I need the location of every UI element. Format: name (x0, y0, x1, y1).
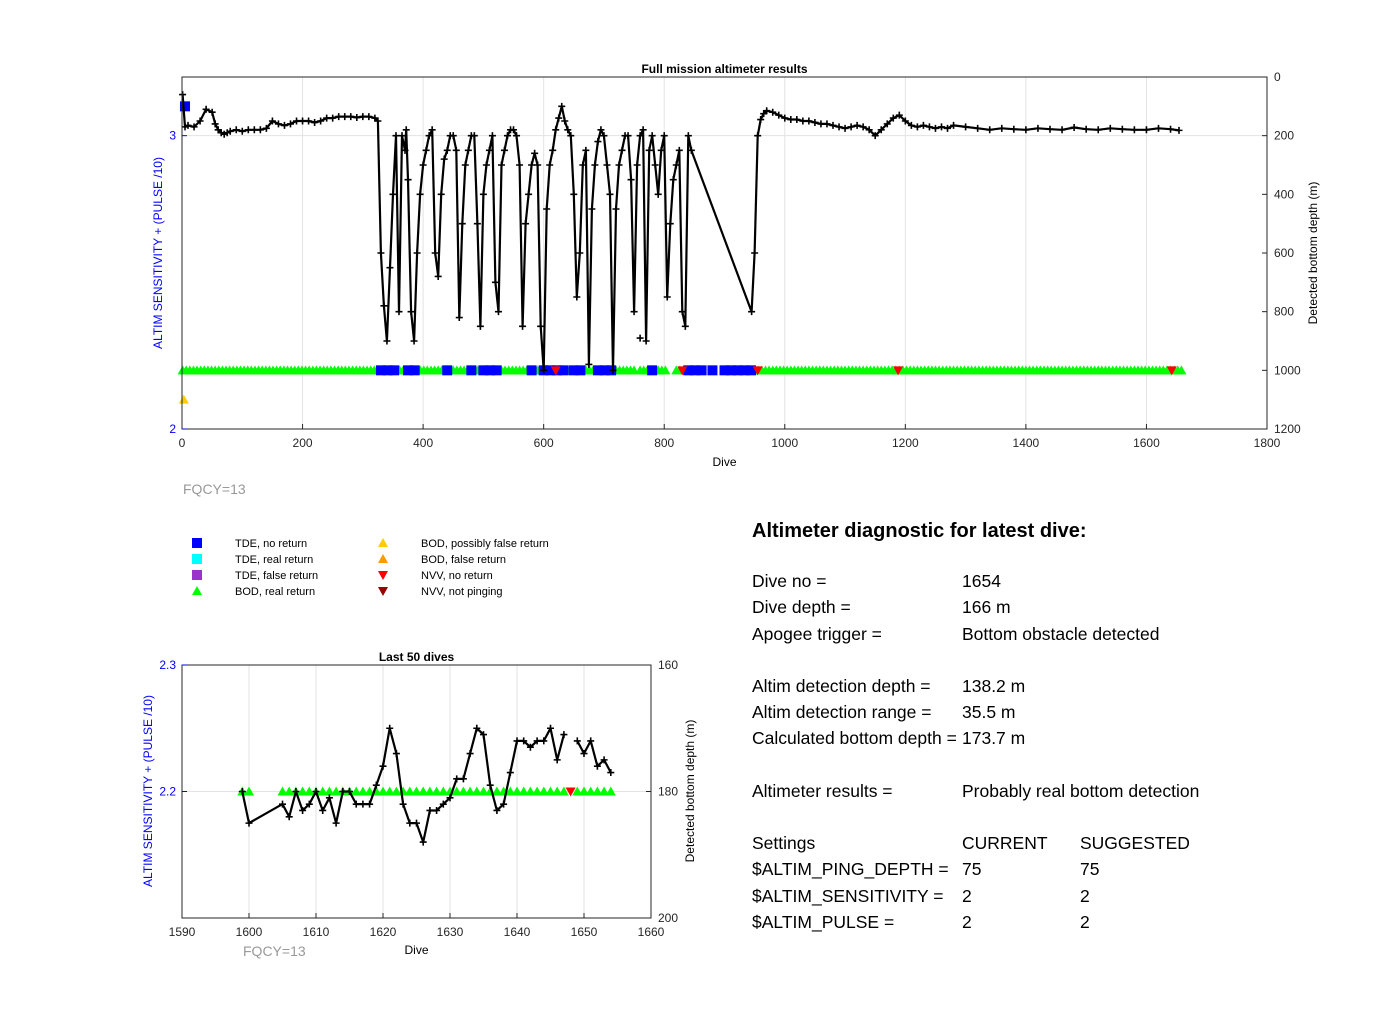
x-tick-label: 1000 (771, 436, 799, 450)
calculated-bottom-depth-label: Calculated bottom depth = (752, 728, 957, 749)
legend-label-nvv-no-return: NVV, no return (421, 570, 493, 582)
last-50-dives-chart (141, 650, 697, 959)
dive-no-value: 1654 (962, 571, 1001, 592)
current-header: CURRENT (962, 833, 1048, 854)
apogee-trigger-row (752, 621, 1352, 647)
altim-detection-range-row (752, 699, 1352, 725)
marker-tde-no-return (389, 365, 399, 375)
sensitivity-row (752, 883, 1352, 909)
altimeter-results-value: Probably real bottom detection (962, 780, 1200, 801)
apogee-trigger-value: Bottom obstacle detected (962, 623, 1160, 644)
full-mission-chart (151, 62, 1320, 497)
pulse-suggested: 2 (1080, 911, 1090, 932)
y-right-tick-label: 180 (658, 784, 679, 799)
top-chart-ylabel: ALTIM SENSITIVITY + (PULSE /10) (151, 157, 165, 349)
y-tick-label: 3 (169, 128, 176, 143)
ping-depth-current: 75 (962, 859, 982, 880)
settings-label: Settings (752, 833, 816, 854)
marker-tde-no-return (527, 365, 537, 375)
altimeter-results-row (752, 778, 1352, 804)
marker-tde-no-return (707, 365, 717, 375)
x-tick-label: 1400 (1012, 436, 1040, 450)
dive-depth-row (752, 594, 1352, 620)
legend-marker-nvv-no-return (378, 571, 388, 580)
ping-depth-suggested: 75 (1080, 859, 1100, 880)
altim-detection-range-label: Altim detection range = (752, 702, 932, 723)
altim-detection-depth-value: 138.2 m (962, 676, 1026, 696)
sensitivity-label: $ALTIM_SENSITIVITY = (752, 885, 944, 906)
x-tick-label: 1610 (302, 925, 330, 939)
fqcy-top: FQCY=13 (183, 481, 246, 497)
legend-marker-bod-possibly-false-return (378, 538, 388, 547)
legend-label-bod-false-return: BOD, false return (421, 554, 506, 566)
pulse-current: 2 (962, 911, 972, 932)
y-right-tick-label: 200 (1274, 128, 1295, 143)
ping-depth-label: $ALTIM_PING_DEPTH = (752, 859, 949, 880)
bottom-chart-xlabel: Dive (404, 943, 429, 957)
y-tick-label: 2.2 (159, 784, 176, 799)
bottom-chart-ylabel: ALTIM SENSITIVITY + (PULSE /10) (141, 695, 155, 887)
x-tick-label: 600 (533, 436, 554, 450)
altim-detection-range-value: 35.5 m (962, 702, 1016, 723)
top-chart-title: Full mission altimeter results (641, 62, 808, 76)
y-right-tick-label: 1200 (1274, 422, 1301, 436)
marker-tde-no-return (410, 365, 420, 375)
apogee-trigger-label: Apogee trigger = (752, 623, 882, 644)
legend-label-bod-real-return: BOD, real return (235, 586, 316, 598)
x-tick-label: 1660 (637, 925, 665, 939)
dive-depth-value: 166 m (962, 597, 1011, 618)
altimeter-diagnostic-panel (752, 518, 1352, 935)
x-tick-label: 400 (413, 436, 434, 450)
x-tick-label: 1800 (1253, 436, 1281, 450)
top-chart-ylabel-right: Detected bottom depth (m) (1306, 181, 1320, 325)
x-tick-label: 800 (654, 436, 675, 450)
diagnostic-title: Altimeter diagnostic for latest dive: (752, 520, 1087, 542)
legend-marker-bod-false-return (378, 554, 388, 563)
y-right-tick-label: 400 (1274, 187, 1295, 202)
legend-marker-tde-no-return (192, 538, 202, 548)
x-tick-label: 1640 (503, 925, 531, 939)
calculated-bottom-depth-row (752, 725, 1352, 751)
bottom-chart-ylabel-right: Detected bottom depth (m) (683, 719, 697, 863)
y-right-tick-label: 160 (658, 658, 679, 672)
sensitivity-suggested: 2 (1080, 885, 1090, 906)
legend (192, 538, 549, 598)
legend-label-tde-real-return: TDE, real return (235, 554, 314, 566)
dive-depth-label: Dive depth = (752, 597, 851, 618)
settings-header-row (752, 830, 1352, 856)
spacer (752, 752, 1352, 778)
marker-tde-no-return (466, 365, 476, 375)
legend-marker-tde-false-return (192, 570, 202, 580)
marker-tde-no-return (647, 365, 657, 375)
marker-tde-no-return (492, 365, 502, 375)
y-tick-label: 2 (169, 422, 176, 436)
spacer (752, 647, 1352, 673)
bottom-chart-title: Last 50 dives (378, 650, 455, 664)
legend-label-bod-possibly-false-return: BOD, possibly false return (421, 538, 549, 550)
x-tick-label: 0 (178, 436, 186, 450)
y-right-tick-label: 600 (1274, 246, 1295, 260)
y-right-tick-label: 0 (1274, 70, 1281, 84)
x-tick-label: 1630 (436, 925, 464, 939)
legend-label-tde-false-return: TDE, false return (235, 570, 319, 582)
x-tick-label: 1600 (1133, 436, 1160, 450)
legend-label-nvv-not-pinging: NVV, not pinging (421, 586, 503, 598)
y-right-tick-label: 800 (1274, 304, 1295, 319)
spacer (752, 804, 1352, 830)
x-tick-label: 200 (292, 436, 313, 450)
top-chart-xlabel: Dive (712, 455, 737, 469)
suggested-header: SUGGESTED (1080, 833, 1190, 854)
x-tick-label: 1200 (891, 436, 919, 450)
legend-marker-tde-real-return (192, 554, 202, 564)
legend-label-tde-no-return: TDE, no return (235, 538, 308, 550)
altimeter-results-label: Altimeter results = (752, 780, 893, 801)
fqcy-bottom: FQCY=13 (243, 943, 306, 959)
marker-tde-no-return (442, 365, 452, 375)
dive-no-row (752, 568, 1352, 594)
y-right-tick-label: 200 (658, 911, 679, 925)
legend-marker-nvv-not-pinging (378, 587, 388, 596)
y-right-tick-label: 1000 (1274, 363, 1301, 378)
marker-tde-no-return (575, 365, 585, 375)
sensitivity-current: 2 (962, 885, 972, 906)
y-tick-label: 2.3 (159, 658, 176, 672)
legend-marker-bod-real-return (192, 586, 202, 595)
marker-tde-no-return (697, 365, 707, 375)
ping-depth-row (752, 856, 1352, 882)
x-tick-label: 1590 (168, 925, 196, 939)
x-tick-label: 1620 (369, 925, 397, 939)
altim-detection-depth-label: Altim detection depth = (752, 676, 931, 696)
x-tick-label: 1600 (235, 925, 263, 939)
pulse-row (752, 909, 1352, 935)
x-tick-label: 1650 (570, 925, 598, 939)
calculated-bottom-depth-value: 173.7 m (962, 728, 1026, 749)
dive-no-label: Dive no = (752, 571, 827, 592)
altim-detection-depth-row (752, 673, 1352, 699)
pulse-label: $ALTIM_PULSE = (752, 911, 895, 932)
